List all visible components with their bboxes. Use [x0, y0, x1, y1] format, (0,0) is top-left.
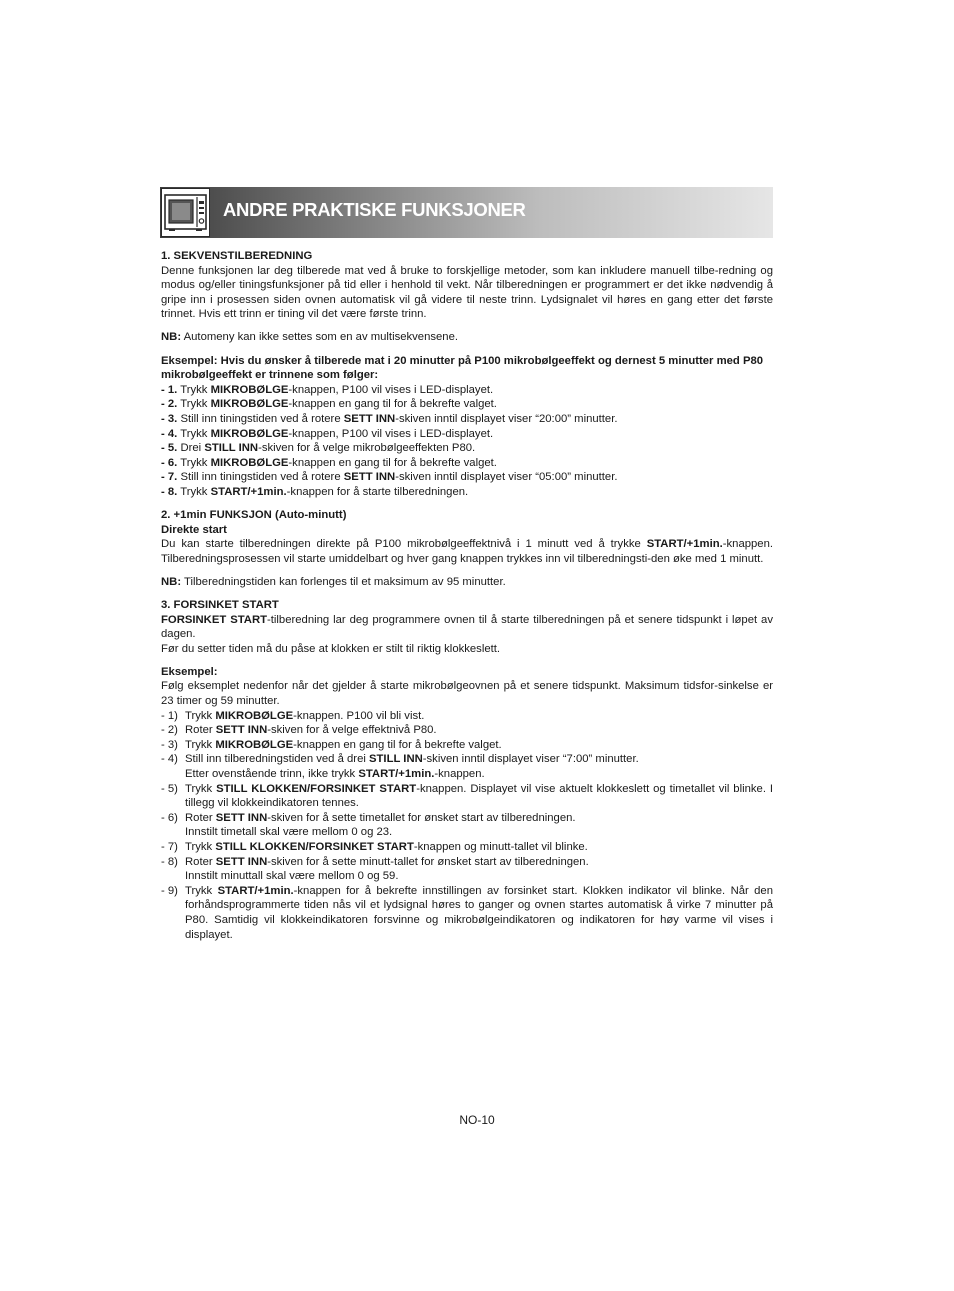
step-text: -skiven for å sette minutt-tallet for ønsket start av tilberedningen. [267, 855, 589, 868]
list-item [161, 782, 773, 811]
step-body [185, 811, 773, 840]
step-keyword: STILL INN [204, 442, 259, 455]
step-text: Still inn tiningstiden ved å rotere [177, 471, 344, 484]
list-item [161, 752, 773, 781]
note-label: NB: [161, 331, 182, 344]
step-number: - 5) [161, 782, 178, 795]
step-text: Etter ovenstående trinn, ikke trykk [185, 768, 359, 780]
step-text: -skiven for å velge mikrobølgeeffekten P80. [258, 442, 476, 455]
section-3-example-text: Følg eksemplet nedenfor når det gjelder å starte mikrobølgeovnen på et senere tidspunkt. Maksimum tidsfor-sinkelse er 23 timer og 59 minutter. [161, 680, 773, 708]
step-number: - 4) [161, 753, 178, 766]
step-body [185, 782, 773, 811]
list-item [161, 738, 773, 753]
step-number: - 9) [161, 884, 178, 897]
step-text: Roter [185, 811, 216, 824]
page-number: NO-10 [459, 1113, 495, 1127]
step-body [185, 884, 773, 942]
step-number: - 3. [161, 412, 178, 425]
step-text: Trykk [185, 709, 216, 722]
list-item [161, 884, 773, 942]
step-text: -knappen en gang til for å bekrefte valget. [288, 398, 497, 411]
section-2-heading: 2. +1min FUNKSJON (Auto-minutt) [161, 509, 347, 521]
step-number: - 8. [161, 485, 178, 498]
step-number: - 2) [161, 724, 178, 737]
list-item [161, 811, 773, 840]
step-number: - 6. [161, 456, 178, 469]
step-text: -skiven inntil displayet viser “7:00” minutter. [422, 753, 639, 766]
step-text: Still inn tiningstiden ved å rotere [177, 412, 344, 425]
list-item [161, 470, 773, 485]
step-keyword: SETT INN [215, 855, 268, 868]
step-body [185, 738, 773, 753]
list-item [161, 485, 773, 500]
step-text: Trykk [177, 427, 211, 440]
step-text: -knappen for å bekrefte innstillingen av forsinket start. Klokken indikator vil blinke. Når den forhåndsprogrammerte tiden nås vil et lydsignal høres to ganger og ovnen startes automatisk å virke 7 minutter på P80. Samtidig vil klokkeindikatoren forsvinne og mikrobølgeindikatoren og indikatoren for høy varme vil vises i displayet. [185, 884, 774, 941]
step-text: Drei [177, 442, 205, 455]
step-text: -knappen. P100 vil bli vist. [293, 709, 425, 722]
list-item [161, 723, 773, 738]
paragraph-keyword: FORSINKET START [161, 613, 268, 626]
step-text: -skiven for å sette timetallet for ønsket start av tilberedningen. [267, 811, 576, 824]
step-keyword: MIKROBØLGE [215, 738, 294, 751]
step-text: -knappen. Displayet vil vise aktuelt klokkeslett og timetallet vil blinke. I tillegg vil klokkeindikatoren tennes. [185, 782, 774, 810]
list-item [161, 855, 773, 884]
step-keyword: START/+1min. [217, 884, 294, 897]
document-body [161, 249, 773, 942]
step-number: - 2. [161, 398, 178, 411]
step-text: Trykk [177, 383, 211, 396]
section-2-subheading: Direkte start [161, 523, 227, 536]
step-body [185, 840, 773, 855]
step-keyword: MIKROBØLGE [210, 456, 289, 469]
paragraph-text: Du kan starte tilberedningen direkte på P100 mikrobølgeeffektnivå i 1 minutt ved å trykke [161, 538, 647, 551]
step-text: Innstilt minuttall skal være mellom 0 og 59. [185, 870, 399, 883]
paragraph-keyword: START/+1min. [646, 538, 723, 551]
step-number: - 5. [161, 442, 178, 455]
section-1-example: Eksempel: Hvis du ønsker å tilberede mat i 20 minutter på P100 mikrobølgeeffekt og dernest 5 minutter med P80 mikrobølgeeffekt er trinnene som følger: [161, 354, 764, 382]
step-text: Trykk [185, 782, 217, 795]
step-keyword: MIKROBØLGE [210, 398, 289, 411]
section-1-heading: 1. SEKVENSTILBEREDNING [161, 250, 313, 262]
step-keyword: STILL KLOKKEN/FORSINKET START [215, 840, 414, 853]
step-number: - 6) [161, 811, 178, 824]
step-text: -skiven inntil displayet viser “20:00” minutter. [395, 412, 618, 425]
section-3-example-label: Eksempel: [161, 665, 218, 678]
section-3-paragraph-1 [161, 613, 773, 642]
list-item [161, 441, 773, 456]
step-text: -skiven inntil displayet viser “05:00” minutter. [395, 471, 618, 484]
list-item [161, 383, 773, 398]
step-text: -knappen, P100 vil vises i LED-displayet. [288, 383, 494, 396]
page-title: ANDRE PRAKTISKE FUNKSJONER [223, 199, 526, 220]
step-body [185, 723, 773, 738]
step-text: -knappen for å starte tilberedningen. [286, 485, 469, 498]
section-3-heading: 3. FORSINKET START [161, 598, 279, 611]
step-number: - 3) [161, 738, 178, 751]
paragraph-text: -knappen. Tilberedningsprosessen vil starte umiddelbart og hver gang knappen trykkes inn vil tilberedningsti-den øke med 1 minutt. [161, 538, 773, 565]
step-number: - 7) [161, 840, 178, 853]
note-text: Automeny kan ikke settes som en av multisekvensene. [181, 331, 459, 344]
step-number: - 4. [161, 427, 178, 440]
step-keyword: SETT INN [215, 724, 268, 737]
step-keyword: SETT INN [215, 811, 268, 824]
step-text: -skiven for å velge effektnivå P80. [267, 724, 437, 737]
section-3-steps [161, 709, 773, 943]
note-text: Tilberedningstiden kan forlenges til et maksimum av 95 minutter. [181, 575, 506, 588]
step-text: -knappen en gang til for å bekrefte valget. [288, 456, 497, 469]
list-item [161, 427, 773, 442]
list-item [161, 840, 773, 855]
step-keyword: STILL KLOKKEN/FORSINKET START [216, 782, 417, 795]
step-text: -knappen. [434, 768, 485, 780]
step-keyword: START/+1min. [358, 768, 435, 780]
step-body [185, 709, 773, 724]
step-text: Trykk [185, 738, 216, 751]
step-keyword: SETT INN [343, 412, 396, 425]
step-text: Trykk [185, 840, 216, 853]
step-text: Still inn tilberedningstiden ved å drei [185, 753, 369, 766]
step-number: - 1) [161, 709, 178, 722]
step-number: - 1. [161, 383, 178, 396]
step-text: Trykk [177, 485, 211, 498]
section-1-note [161, 330, 773, 345]
list-item [161, 456, 773, 471]
section-1-intro: Denne funksjonen lar deg tilberede mat ved å bruke to forskjellige metoder, som kan inkludere manuell tilbe-redning og modus og/eller tiningsfunksjoner på tid eller i henhold til vekt. Når tilberedningen er programmert er det ikke nødvendig å gripe inn i prosessen siden ovnen automatisk vil gå videre til neste trinn. Lydsignalet vil høres en gang etter det første trinnet. Hvis ett trinn er tining vil det være første trinn. [161, 264, 773, 321]
step-text: -knappen og minutt-tallet vil blinke. [413, 840, 588, 853]
list-item [161, 397, 773, 412]
step-text: -knappen, P100 vil vises i LED-displayet. [288, 427, 494, 440]
note-label: NB: [161, 575, 182, 588]
step-keyword: MIKROBØLGE [215, 709, 294, 722]
step-number: - 7. [161, 471, 178, 484]
step-keyword: MIKROBØLGE [210, 383, 289, 396]
microwave-icon [161, 188, 210, 237]
section-header-bar [160, 187, 773, 238]
section-3-paragraph-2: Før du setter tiden må du påse at klokken er stilt til riktig klokkeslett. [161, 642, 501, 655]
section-2-paragraph [161, 537, 773, 566]
step-body [185, 752, 773, 781]
step-text: Trykk [185, 884, 218, 897]
step-number: - 8) [161, 855, 178, 868]
paragraph-text: -tilberedning lar deg programmere ovnen til å starte tilberedningen på et senere tidspunkt i løpet av dagen. [161, 613, 773, 641]
step-text: Roter [185, 855, 216, 868]
step-text: Trykk [177, 456, 211, 469]
step-text: -knappen en gang til for å bekrefte valget. [293, 738, 502, 751]
step-keyword: SETT INN [343, 471, 396, 484]
section-2-note [161, 575, 773, 590]
step-keyword: STILL INN [369, 753, 423, 766]
step-text: Innstilt timetall skal være mellom 0 og 23. [185, 826, 393, 839]
step-text: Trykk [177, 398, 211, 411]
section-1-steps [161, 383, 773, 500]
step-body [185, 855, 773, 884]
list-item [161, 709, 773, 724]
step-text: Roter [185, 724, 216, 737]
step-keyword: START/+1min. [210, 485, 287, 498]
step-keyword: MIKROBØLGE [210, 427, 289, 440]
list-item [161, 412, 773, 427]
